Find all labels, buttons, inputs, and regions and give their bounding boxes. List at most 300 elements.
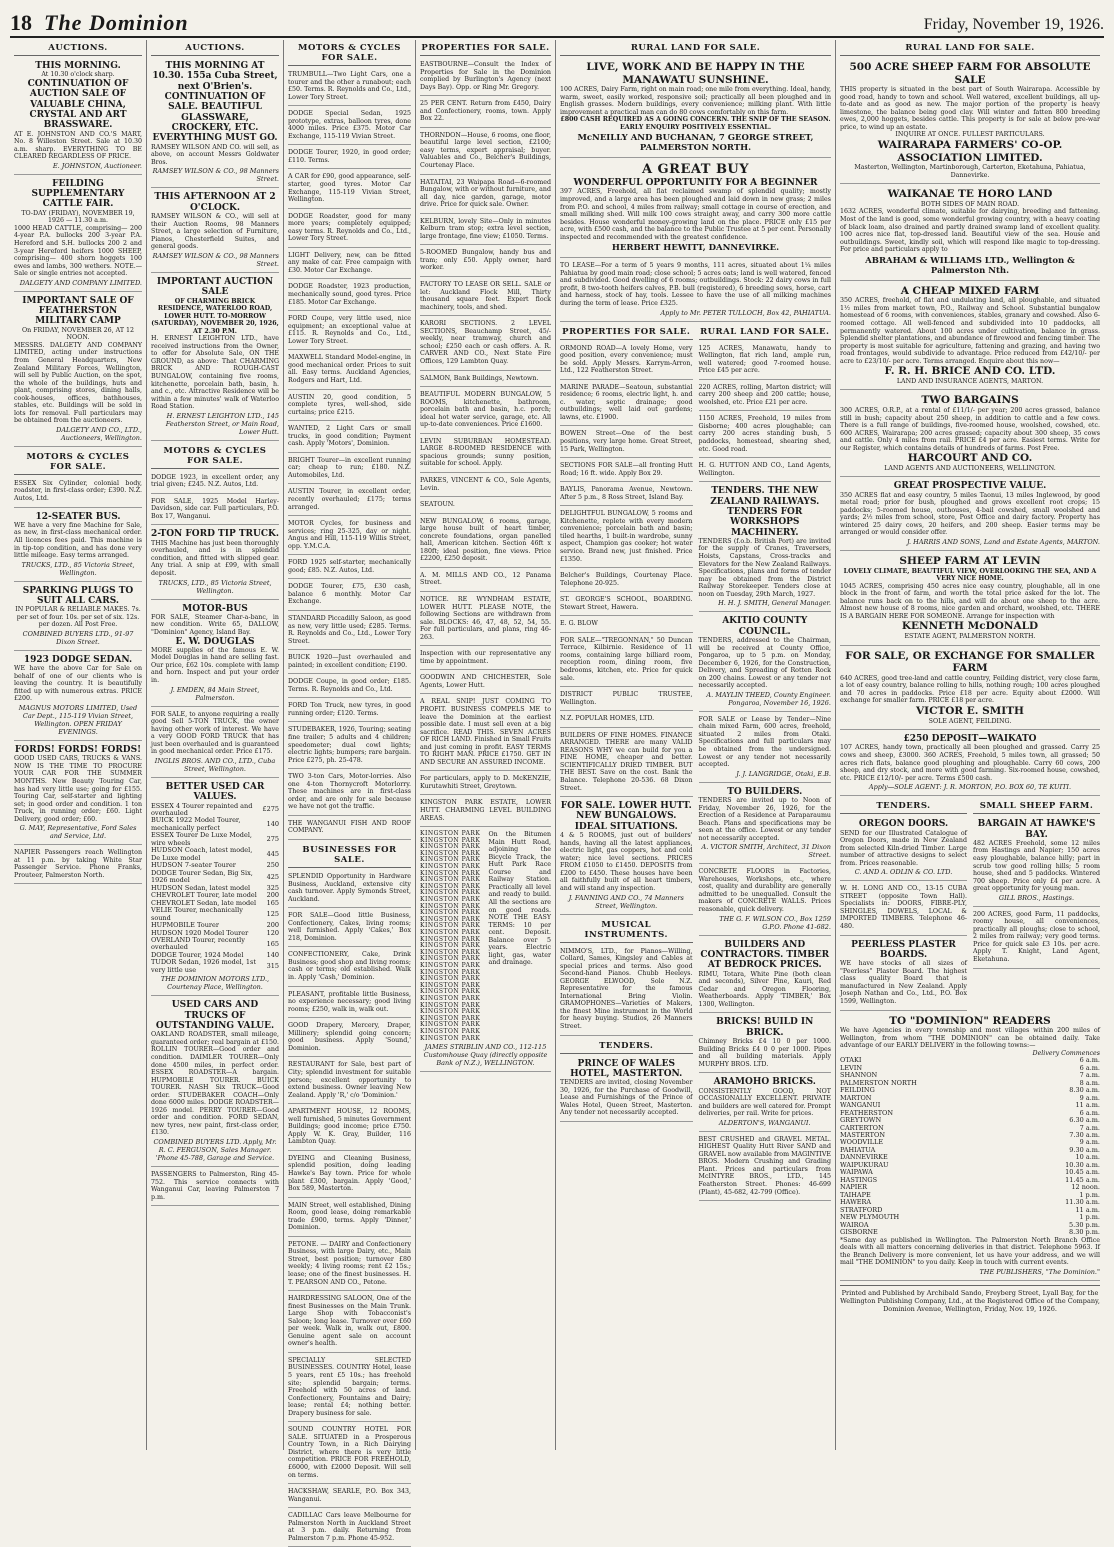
price-row-label: HUDSON 1920 Model Tourer <box>151 928 249 937</box>
delivery-row-label: LEVIN <box>840 1063 863 1072</box>
section-heading: PROPERTIES FOR SALE. <box>420 40 551 56</box>
price-row-label: CHEVROLET Tourer, late model <box>151 891 257 900</box>
ad-text: PETONE. — DAIRY and Confectionery Business, with large Dairy, etc., Main Street, best position; turnover £80 weekly; 4 living rooms; rent £2 15s.; lease; one of the finest businesses. H. T. PEARSON AND CO., Petone. <box>288 1240 411 1286</box>
advertisement <box>560 484 693 506</box>
advertisement <box>840 392 1100 477</box>
ad-text: KARORI SECTIONS. 2 LEVEL SECTIONS, Beauchamp Street, 45/- weekly, near tramway, church and school; £250 each or cash offers. A. R. CARVER AND CO., Next State Fire Offices, 129 Lambton Quay. <box>420 320 551 365</box>
kingston-park-line: KINGSTON PARK <box>420 909 481 917</box>
advertisement <box>560 160 831 258</box>
ad-subheading: WONDERFUL OPPORTUNITY FOR A BEGINNER <box>573 178 818 189</box>
ad-signature: VICTOR E. SMITH <box>916 704 1024 717</box>
kingston-park-line: KINGSTON PARK <box>420 935 481 943</box>
kingston-park-line: KINGSTON PARK <box>420 922 481 930</box>
advertisement <box>973 909 1100 969</box>
price-row-value: 445 <box>266 850 279 859</box>
ad-text: SEND for our Illustrated Catalogue of Oregon Doors, made in New Zealand from selected Kiln-dried Timber. Large number of attractive designs to select from. Prices reasonable. <box>840 829 967 867</box>
ad-text: LOVELY CLIMATE, BEAUTIFUL VIEW, OVERLOOKING THE SEA, AND A VERY NICE HOME. <box>843 567 1097 583</box>
advertisement <box>288 557 411 579</box>
ad-text: NAPIER Passengers reach Wellington at 11 p.m. by taking White Star Passenger Service. Phone Franks, Prouteer, Palmerston North. <box>14 849 142 879</box>
advertisement <box>420 247 551 277</box>
ad-text: RAMSEY WILSON & CO., will sell at their Auction Rooms, 98 Manners Street, a large selection of Furniture, Pianos, Chesterfield Suites, and general goods. <box>151 213 279 251</box>
ad-heading: TENDERS. THE NEW ZEALAND RAILWAYS. TENDERS FOR WORKSHOPS MACHINERY. <box>710 486 820 538</box>
delivery-row-label: FEATHERSTON <box>840 1108 894 1117</box>
ad-text: HAIRDRESSING SALOON, One of the finest Businesses on the Main Trunk. Large Shop with Tobacconist's Saloon; long lease. Turnover over £60 per week. Walk in, walk out, £800. Genuine agent sale on account owner's health. <box>288 1295 411 1348</box>
delivery-row-value: 11 a.m. <box>1075 1101 1100 1110</box>
ad-text: KINGSTON PARK ESTATE, LOWER HUTT. CHARMING LEVEL BUILDING AREAS. <box>420 799 551 822</box>
ad-text: FACTORY TO LEASE OR SELL. SALE or let: Auckland Flock Mill, Thirty thousand square feet. Expert flock machinery, tools, and shed. <box>420 281 551 311</box>
ad-text: CONFECTIONERY, Cake, Drink Business; good shop and living rooms; cash or terms; old established. Walk in. Apply 'Cash,' Dominion. <box>288 951 411 982</box>
ad-text: FOR SALE, to anyone requiring a really good Sell 5-TON TRUCK, the owner having other work of interest. We have a very GOOD FORD TRUCK that has just been overhauled and is guaranteed in good mechanical order. Price £175. <box>151 710 279 756</box>
delivery-row <box>840 1169 1100 1176</box>
ad-text: Belcher's Buildings, Courtenay Place. Telephone 20-925. <box>560 572 693 587</box>
advertisement <box>420 59 551 96</box>
ad-text: WE have the above Car for Sale on behalf of one of our clients who is leaving the country. It is beautifully fitted up with numerous extras. PRICE £200. <box>14 665 142 703</box>
ad-text: WE have stocks of all sizes of "Peerless" Plaster Board. The highest class quality Board that is manufactured in New Zealand. Apply Joseph Nathan and Co., Ltd., P.O. Box 1599, Wellington. <box>840 960 967 1005</box>
ad-text: LIGHT Delivery, new, can be fitted any make of car. Free campaign with £30. Motor Car Exchange. <box>288 251 411 274</box>
advertisement <box>840 732 1100 796</box>
advertisement <box>288 518 411 555</box>
ad-text: KELBURN, lovely Site—Only in minutes Kelburn tram stop; extra level section, large frontage, fine view; £1050. Terms. <box>420 217 551 240</box>
price-row <box>151 847 279 862</box>
ad-text: STANDARD Piccadilly Saloon, as good as new, very little used; £285. Terms. R. Reynolds and Co., Ltd., Lower Tory Street. <box>288 614 411 645</box>
advertisement <box>288 211 411 248</box>
advertisement <box>288 700 411 722</box>
advertisement <box>420 475 551 497</box>
advertisement <box>699 413 832 458</box>
ad-text: 220 ACRES, rolling, Marton district; will carry 200 sheep and 200 cattle; house, woolshed, etc. Price £21 per acre. <box>698 383 831 406</box>
advertisement <box>420 389 551 434</box>
ad-text: STUDEBAKER, 1926, Touring; seating fine trailer; 5 adults and 4 children; speedometer; dual cowl lights; electric lights; bumpers; rare bargain. Price £275, ph. 25-478. <box>288 726 411 764</box>
delivery-row-label: SHANNON <box>840 1071 878 1080</box>
ad-text: CONSISTENTLY GOOD, NOT OCCASIONALLY EXCELLENT. PRIVATE and builders are well catered for. Prompt deliveries, per rail. Write for prices. <box>698 1087 831 1118</box>
page-number: 18 <box>10 10 32 35</box>
delivery-row-value: 10 a.m. <box>1075 1153 1100 1162</box>
advertisement <box>288 676 411 698</box>
ad-text: FORD 1925 self-starter, mechanically good; £85. N.Z. Autos, Ltd. <box>288 559 411 574</box>
ad-text: GOOD Drapery, Mercery, Draper, Millinery; splendid going concern; good business. Apply 'Sound,' Dominion. <box>288 1022 411 1052</box>
advertisement <box>14 847 142 884</box>
ad-text: DELIGHTFUL BUNGALOW, 5 rooms and Kitchenette, replete with every modern convenience; porcelain bath and basin; tiled hearths, 1 built-in wardrobe, sunny aspect, Champion gas cooker; hot water service. Brand new, just finished. Price £1350. <box>560 510 693 563</box>
delivery-row-value: 10.45 a.m. <box>1065 1168 1100 1177</box>
ad-text: BEAUTIFUL MODERN BUNGALOW, 5 ROOMS, kitchenette, bathroom, porcelain bath and basin, h.c. porch; ideal hot water service, garage, etc. All up-to-date conveniences. Price £1600. <box>420 391 551 429</box>
ad-text: H. ERNEST LEIGHTON LTD., have received instructions from the Owner, to offer for Absolute Sale, ON THE GROUND, as above: That CHARMING BRICK AND ROUGH-CAST BUNGALOW, containing five rooms, kitchenette, porcelain bath, basin, h. and c., etc. Attractive Residence will be within a few minutes' walk of Waterloo Road Station. <box>151 335 279 411</box>
price-row-label: VELIE Tourer, mechanically sound <box>151 906 243 922</box>
ad-signature: E. JOHNSTON, Auctioneer. <box>52 161 142 170</box>
price-row-label: DODGE Tourer, 1924 Model <box>151 950 244 959</box>
delivery-row <box>840 1057 1100 1064</box>
ad-text: MOTOR Cycles, for business and services; ring 25-325, day or night. Angus and Hill, 115-119 Willis Street, opp. Y.M.C.A. <box>288 520 411 550</box>
price-row <box>151 907 279 922</box>
ad-text: TWO 3-ton Cars, Motor-lorries. Also one 4-ton Thornycroft Motorlorry. These machines are in first-class order, and are only for sale because we have not got the traffic. <box>288 773 411 811</box>
delivery-row-label: STRATFORD <box>840 1205 883 1214</box>
advertisement <box>151 780 279 996</box>
kingston-park-line: KINGSTON PARK <box>420 830 481 838</box>
ad-text: MAXWELL Standard Model-engine, in good mechanical order. Prices to suit all. Easy terms. Auckland Agencies, Rodgers and Hart, Ltd. <box>288 354 411 384</box>
delivery-row-value: 11.30 a.m. <box>1065 1198 1100 1207</box>
kingston-park-line: KINGSTON PARK <box>420 896 481 904</box>
section-heading: RURAL LAND FOR SALE. <box>560 40 831 56</box>
ad-text: DODGE Coupe, in good order; £185. Terms. R. Reynolds and Co., Ltd. <box>288 678 411 693</box>
ad-text: NEW BUNGALOW, 6 rooms, garage, large house built of heart timber, concrete foundations, organ panelled hall, American kitchen. Section 46ft x 180ft; ideal position, fine views. Price £2200, £250 deposit. <box>420 517 551 563</box>
ad-heading: GREAT PROSPECTIVE VALUE. <box>893 481 1047 492</box>
ad-signature: DALGETY AND COMPANY LIMITED. <box>19 278 142 287</box>
column-2 <box>147 40 284 1450</box>
ad-text: FORD Ton Truck, new tyres, in good running order; £120. Terms. <box>288 702 411 717</box>
price-row-label: HUPMOBILE Tourer <box>151 921 219 930</box>
advertisement <box>560 713 693 728</box>
ad-text: CONCRETE FLOORS in Factories, Warehouses, Workshops, etc., where cost, quality and durability are generally admitted to be unequalled. Consult the makers of CONCRETE WALLS. Prices reasonable, quick delivery. <box>698 868 831 913</box>
advertisement <box>288 147 411 169</box>
ad-text: GOODWIN AND CHICHESTER, Sole Agents, Lower Hutt. <box>420 674 551 689</box>
delivery-row-value: 8.30 p.m. <box>1069 1228 1100 1237</box>
advertisement <box>288 455 411 485</box>
ad-text: 125 ACRES, Manawatu, handy to Wellington, flat rich land, ample run, well watered; good 7-roomed house. Price £45 per acre. <box>698 344 831 375</box>
advertisement <box>288 871 411 908</box>
ad-text: BOWEN Street—One of the best positions, very large home. Great Street, 15 Park, Wellington. <box>560 430 693 453</box>
ad-heading: IMPORTANT AUCTION SALE <box>156 276 274 298</box>
price-row <box>151 870 279 885</box>
advertisement <box>288 1153 411 1198</box>
advertisement <box>288 724 411 769</box>
advertisement <box>560 730 693 797</box>
column-3 <box>284 40 416 1542</box>
ad-text: DODGE Roadster, 1923 production, mechanically sound, good tyres. Price £185. Motor Car Exchange. <box>288 283 411 306</box>
advertisement <box>840 817 967 881</box>
advertisement <box>151 275 279 441</box>
price-row-label: OVERLAND Tourer, recently overhauled <box>151 935 245 952</box>
advertisement <box>14 177 142 292</box>
delivery-row <box>840 1080 1100 1087</box>
advertisement <box>14 653 142 741</box>
ad-text: 1150 ACRES, Freehold, 19 miles from Gisborne; 400 acres ploughable; can carry 200 acres standing bush, 5 paddocks, homestead, shearing shed, etc. Good road. <box>698 415 831 453</box>
ad-signature: J. HARRIS AND SONS, Land and Estate Agents, MARTON. <box>906 538 1100 547</box>
advertisement <box>420 829 551 1072</box>
delivery-row-value: 8 a.m. <box>1079 1078 1100 1087</box>
ad-signature: J. FANNING AND CO., 74 Manners Street, Wellington. <box>568 893 684 910</box>
price-row-value: 275 <box>266 835 279 844</box>
advertisement <box>288 69 411 106</box>
ad-text: MAIN Street, well established, Dining Room, good lease, doing remarkable trade £900, terms. Apply 'Dinner,' Dominion. <box>288 1201 411 1232</box>
delivery-row <box>840 1229 1100 1236</box>
delivery-row-label: WAIPUKURAU <box>840 1160 889 1169</box>
advertisement <box>420 318 551 370</box>
ad-text: SALMON, Bank Buildings, Newtown. <box>420 374 539 382</box>
ad-heading: E. W. DOUGLAS <box>175 636 255 647</box>
ad-text: THIS Machine has just been thoroughly overhauled, and is in splendid condition, and fitted with slipped gear. Any trial. A snip at £99, with small deposit. <box>151 539 279 577</box>
advertisement <box>151 496 279 526</box>
ad-text: On the Bitumen Main Hutt Road, adjoining the Bicycle Track, the Hutt Park Race Course and Railway Station. Practically all level and ready to build. All the sections are on good roads. NOTE THE EASY TERMS: 10 per cent. Deposit. Balance over 5 years. Electric light, gas, water and drainage. <box>488 831 551 967</box>
ad-text: 107 ACRES, handy town, practically all been ploughed and grassed. Carry 25 cows and sheep, £3000. 360 ACRES, Freehold, 5 miles town, all grassed; 50 acres rich flats, balance good ploughing and ploughable. Carry 60 cows, 200 sheep, and dry stock, and more with good farming. Six-roomed house, cowshed, etc. PRICE £12/10/- per acre. Terms £500 cash. <box>840 744 1100 782</box>
section-heading: MUSICAL INSTRUMENTS. <box>560 917 693 943</box>
kingston-park-line: KINGSTON PARK <box>420 929 481 937</box>
ad-heading: 2-TON FORD TIP TRUCK. <box>151 529 280 540</box>
advertisement <box>14 743 142 845</box>
price-row-label: HUDSON 7-seater Tourer <box>151 861 236 870</box>
ad-text: NOTICE. RE WYNDHAM ESTATE, LOWER HUTT. PLEASE NOTE, the following Sections are withdrawn from sale. BLOCKS: 46, 47, 48, 52, 54, 55. For full particulars, and plans, ring 46-263. <box>420 595 551 641</box>
advertisement <box>288 771 411 816</box>
ad-text: £800 CASH REQUIRED AS A GOING CONCERN. THE SNIP OF THE SEASON. EARLY ENQUIRY POSITIVELY ESSENTIAL. <box>560 116 831 131</box>
advertisement <box>151 998 279 1167</box>
ad-heading: A CHEAP MIXED FARM <box>900 284 1040 297</box>
ad-signature: THE DOMINION MOTORS LTD., Courtenay Place, Wellington. <box>160 975 270 992</box>
ad-signature: THE PUBLISHERS, "The Dominion." <box>979 1267 1100 1276</box>
ad-text: N.Z. POPULAR HOMES, LTD. <box>560 715 655 723</box>
ad-text: TENDERS are invited up to Noon of Friday, November 26, 1926, for the Erection of a Residence at Paraparaumu Beach. Plans and specifications may be seen at the office. Lowest or any tender not necessarily accepted. <box>698 796 831 842</box>
section-heading: MOTORS & CYCLES FOR SALE. <box>288 40 411 66</box>
advertisement <box>288 108 411 145</box>
price-row-value: 120 <box>266 928 279 937</box>
advertisement <box>288 313 411 350</box>
ad-text: 640 ACRES, good tree-land and cattle country, Feilding district, very close farm, a lot of easy country, balance rolling to hills, nothing rough; 100 acres ploughed and 70 acres in paddocks. Price £18 per acre. Equity about £2000. Will exchange for smaller farm. PRICE £18 per acre. <box>840 674 1100 705</box>
price-row-label: BUICK 1922 Model Tourer, mechanically perfect <box>151 816 241 832</box>
delivery-row-label: TAIHAPE <box>840 1190 871 1199</box>
ad-heading: TO "DOMINION" READERS <box>889 1014 1051 1027</box>
section-heading: BUSINESSES FOR SALE. <box>288 842 411 868</box>
advertisement <box>560 382 693 427</box>
delivery-row-label: CARTERTON <box>840 1123 884 1132</box>
advertisement <box>560 570 693 592</box>
delivery-row-value: 6 a.m. <box>1079 1063 1100 1072</box>
advertisement <box>288 949 411 986</box>
kingston-park-line: KINGSTON PARK <box>420 948 481 956</box>
delivery-label: Delivery Commences <box>1032 1049 1100 1057</box>
advertisement <box>840 479 1100 551</box>
advertisement <box>840 648 1100 731</box>
ad-text: DODGE Tourer, 1920, in good order; £110. Terms. <box>288 149 411 164</box>
ad-text: DODGE Roadster, good for many more years; completely equipped; easy terms. R. Reynolds and Co., Ltd., Lower Tory Street. <box>288 212 411 243</box>
ad-signature: GILL BROS., Hastings. <box>998 893 1075 902</box>
issue-date: Friday, November 19, 1926. <box>923 16 1104 33</box>
advertisement <box>420 436 551 473</box>
advertisement <box>699 343 832 380</box>
delivery-row-label: OTAKI <box>840 1056 862 1065</box>
kingston-park-line: KINGSTON PARK <box>420 961 481 969</box>
ad-text: 482 ACRES Freehold, some 12 miles from Hastings and Napier; 150 acres easy ploughable, balance hilly; part in scrub tow good rolling hills; 5 room house, shed and 5 paddocks. Wintered 700 sheep. Price only £4 per acre. A great opportunity for young man. <box>973 839 1100 893</box>
advertisement <box>14 510 142 582</box>
ad-heading: CONTINUATION OF AUCTION SALE OF VALUABLE CHINA, CRYSTAL AND ART BRASSWARE. <box>27 78 129 131</box>
delivery-row-value: 9 a.m. <box>1079 1093 1100 1102</box>
ad-text: PARKES, VINCENT & CO., Sole Agents, Levin. <box>420 476 551 492</box>
section-heading: RURAL LAND FOR SALE. <box>840 40 1100 56</box>
section-heading: SMALL SHEEP FARM. <box>973 798 1100 814</box>
ad-text: INQUIRE AT ONCE. FULLEST PARTICULARS. <box>895 131 1045 139</box>
advertisement <box>420 98 551 128</box>
ad-text: HATAITAI, 23 Waipapa Road—6-roomed Bungalow, with or without furniture, and all day, nice garden, garage, motor drive. Price for quick sale. Owner. <box>420 178 551 209</box>
price-row-value: £275 <box>262 805 279 814</box>
advertisement <box>420 773 551 795</box>
delivery-row-value: 11 a.m. <box>1075 1205 1100 1214</box>
ad-text: RESTAURANT for Sale, best part of City; splendid investment for suitable person; excellent opportunity to extend business. Owner leaving New Zealand. Apply 'R,' c/o 'Dominion.' <box>288 1061 411 1099</box>
advertisement <box>973 817 1100 907</box>
section-heading: AUCTIONS. <box>14 40 142 56</box>
delivery-row-value: 7 a.m. <box>1079 1123 1100 1132</box>
price-row-label: HUDSON Sedan, latest model <box>151 883 251 892</box>
ad-text: 5-ROOMED Bungalow, handy bus and tram; only £50. Apply owner, hard worker. <box>420 249 551 272</box>
kingston-park-line: KINGSTON PARK <box>420 889 481 897</box>
ad-heading: FOR SALE. LOWER HUTT. NEW BUNGALOWS. IDEAL SITUATIONS. <box>560 801 692 832</box>
ad-signature: ABRAHAM & WILLIAMS LTD., Wellington & Palmerston Nth. <box>865 255 1075 276</box>
ad-heading: PRINCE OF WALES HOTEL, MASTERTON. <box>570 1058 683 1079</box>
advertisement <box>288 1293 411 1353</box>
price-row <box>151 803 279 818</box>
advertisement <box>288 1239 411 1291</box>
price-row-label: CHEVROLET Sedan, late model <box>151 898 257 907</box>
advertisement <box>151 472 279 494</box>
ad-text: 300 ACRES, O.R.P., at a rental of £11/1/- per year; 200 acres grassed, balance still in bush; capacity about 250 sheep, in addition to cattle and a few cows. There is a full range of buildings, five-roomed house, woolshed, cowshed, etc. 600 ACRES, Wairarapa; 200 acres grassed; capacity about 300 sheep, 35 cows and cattle. Only 4 miles from rail. PRICE £4 per acre. Easiest terms. Write for our Register, which contains details of hundreds of farms. Post Free. <box>840 406 1100 452</box>
ad-heading: BRICKS! BUILD IN BRICK. <box>716 1017 814 1038</box>
delivery-row-label: HASTINGS <box>840 1175 878 1184</box>
advertisement <box>840 883 967 935</box>
delivery-row-value: 6 a.m. <box>1079 1108 1100 1117</box>
advertisement <box>840 59 1100 184</box>
advertisement <box>420 594 551 646</box>
price-row-value: 140 <box>266 820 279 829</box>
ad-text: For particulars, apply to D. McKENZIE, Kurutawhiti Street, Greytown. <box>420 775 551 790</box>
ad-text: DODGE Special Sedan, 1925 prototype, extras, balloon tyres, done 4000 miles. Price £375. Motor Car Exchange, 115-119 Vivian Street. <box>288 110 411 140</box>
kingston-park-line: KINGSTON PARK <box>420 843 481 851</box>
ad-signature: H. ERNEST LEIGHTON LTD., 145 Featherston Street, or Main Road, Lower Hutt. <box>165 411 279 436</box>
price-row-value: 315 <box>266 962 279 971</box>
advertisement <box>560 508 693 568</box>
advertisement <box>840 938 967 1011</box>
delivery-row-value: 8.30 a.m. <box>1069 1086 1100 1095</box>
ad-signature: A. MAYLIN THEED, County Engineer. Pongaroa, November 16, 1926. <box>706 690 831 707</box>
ad-text: THORNDON—House, 6 rooms, one floor, beautiful large level section, £2100; easy terms, expert appraisal; buyer. Valuables and Co., Belcher's Buildings, Courtenay Place. <box>420 131 551 170</box>
ad-signature: ALDERTON'S, WANGANUI. <box>718 1118 811 1127</box>
price-row-value: 200 <box>266 891 279 900</box>
ad-signature: TRUCKS, LTD., 85 Victoria Street, Wellington. <box>158 578 272 595</box>
ad-text: 25 PER CENT. Return from £450, Dairy and Confectionery, rooms, town. Apply Box 22. <box>420 100 551 123</box>
ad-text: LAND AND INSURANCE AGENTS, MARTON. <box>896 377 1044 385</box>
ad-text: GOOD USED CARS, TRUCKS & VANS. NOW IS THE TIME TO PROCURE YOUR CAR FOR THE SUMMER MONTHS. New Beauty Touring Car, has had very little use; going for £155. Touring Car, self-starter and lighting set; in good order and condition. 1 ton Truck, in running order; £60. Light Delivery, good order; £60. <box>14 755 142 823</box>
advertisement <box>560 59 831 158</box>
ad-heading: THIS MORNING AT 10.30. 155a Cuba Street, next O'Brien's. CONTINUATION OF SALE. BEAUTIFUL GLASSWARE, CROCKERY, ETC. EVERYTHING MUST GO. <box>152 61 278 144</box>
kingston-park-line: KINGSTON PARK <box>420 856 481 864</box>
advertisement <box>840 283 1100 391</box>
ad-signature: TRUCKS, LTD., 85 Victoria Street, Wellington. <box>21 560 135 577</box>
advertisement <box>288 250 411 280</box>
ad-text: 200 ACRES, good Farm, 11 paddocks, roomy house, all conveniences, practically all ploughs; close to school, 2 miles from railway; very good terms. Price for quick sale £3 10s. per acre. Apply T. Knight, Land Agent, Eketahuna. <box>973 910 1100 963</box>
advertisement <box>560 799 693 914</box>
delivery-row-label: FEILDING <box>840 1086 875 1095</box>
delivery-row-label: WANGANUI <box>840 1101 881 1110</box>
ad-text: SECTIONS FOR SALE—all fronting Hutt Road; 16 ft. wide. Apply Box 29. <box>560 462 693 477</box>
ad-heading: FORDS! FORDS! FORDS! <box>14 745 142 756</box>
ad-heading: £250 DEPOSIT—WAIKATO <box>903 734 1037 745</box>
price-row-value: 165 <box>266 898 279 907</box>
price-row-label: ESSEX 4 Tourer repainted and overhauled <box>151 801 253 818</box>
ad-text: APARTMENT HOUSE, 12 ROOMS, well furnished, 5 minutes Government Buildings; good income; price £750. Apply W. K. Gray, Builder, 116 Lambton Quay. <box>288 1108 411 1146</box>
kingston-park-line: KINGSTON PARK <box>420 1021 481 1029</box>
ad-text: SPECIALLY SELECTED BUSINESSES. COUNTRY Hotel, lease 5 years, rent £5 10s.; has freehold site; splendid bargain; terms. Freehold with 50 acres of land. Confectionery, Fountains and Dairy; lease; rental £4; nothing better. Drapery business for sale. <box>288 1356 411 1417</box>
advertisement <box>420 672 551 694</box>
delivery-row-value: 9.30 a.m. <box>1069 1145 1100 1154</box>
advertisement <box>151 602 279 707</box>
price-row-value: 425 <box>266 872 279 881</box>
price-row <box>151 959 279 974</box>
advertisement <box>560 635 693 687</box>
ad-text: RAMSEY WILSON AND CO. will sell, as above, on account Messrs Goldwater Bros. <box>151 143 279 166</box>
ad-heading: FEILDING SUPPLEMENTARY CATTLE FAIR. <box>31 178 125 210</box>
ad-text: MARINE PARADE—Seatoun, substantial residence; 6 rooms, electric light, h. and c. water, septic drainage; good outbuildings; well laid out gardens; lawns, etc. £1900. <box>560 383 693 421</box>
advertisement <box>151 1169 279 1206</box>
ad-text: BAYLIS, Panorama Avenue, Newtown. After 5 p.m., 8 Ross Street, Island Bay. <box>560 486 693 501</box>
advertisement <box>560 260 831 321</box>
ad-text: H. G. HUTTON AND CO., Land Agents, Wellington. <box>698 462 831 477</box>
advertisement <box>14 59 142 175</box>
advertisement <box>420 130 551 175</box>
ad-text: TENDERS are invited, closing November 30, 1926, for the Purchase of Goodwill, Lease and Furnishings of the Prince of Wales Hotel, Queen Street, Masterton. Any tender not necessarily accepted. <box>560 1079 693 1117</box>
delivery-row-value: 10.30 a.m. <box>1065 1160 1100 1169</box>
ad-heading: SHEEP FARM AT LEVIN <box>899 555 1041 568</box>
advertisement <box>420 279 551 316</box>
advertisement <box>420 373 551 388</box>
advertisement <box>560 618 693 633</box>
delivery-row <box>840 1222 1100 1229</box>
price-list <box>151 803 279 975</box>
ad-text: FOR SALE—Good little Business, Confectionery, Cakes, living rooms; well furnished. Apply 'Cakes,' Box 218, Dominion. <box>288 912 411 942</box>
ad-signature: HARCOURT AND CO. <box>907 452 1033 465</box>
ad-text: At 10.30 o'clock sharp. <box>41 71 115 79</box>
ad-signature: H. H. J. SMITH, General Manager. <box>718 599 831 608</box>
ad-text: SOUND COUNTRY HOTEL FOR SALE. SITUATED in a Prosperous Country Town, in a Rich Dairying District, where there is very little competition. PRICE FOR FREEHOLD, £6000, with £2000 Deposit. Will sell on terms. <box>288 1426 411 1479</box>
price-row-value: 325 <box>266 883 279 892</box>
ad-heading: BARGAIN AT HAWKE'S BAY. <box>977 819 1096 840</box>
ad-text: OF CHARMING BRICK RESIDENCE, WATERLOO ROAD, LOWER HUTT. TO-MORROW (SATURDAY), NOVEMBER 20, 1926, AT 2.30 P.M. <box>151 297 279 335</box>
section-heading: AUCTIONS. <box>151 40 279 56</box>
ad-heading: WAIKANAE TE HORO LAND <box>887 188 1053 201</box>
ad-heading: BETTER USED CAR VALUES. <box>165 781 265 803</box>
advertisement <box>288 1424 411 1484</box>
ad-text: TO LEASE—For a term of 5 years 9 months, 111 acres, situated about 1¼ miles Pahiatua by good main road; close school; 5 acres oats; land is well watered, fenced and subdivided. Good dwelling of 6 rooms; outbuildings. Stock: 22 dairy cows in full profit, 8 two-tooth heifers calves, P.B. bull (registered), 6 breeding sows, horse, cart and harness, stock of hay, tools. Lessee to have the use of all milking machines during the term of lease. Price £325. <box>560 262 831 307</box>
kingston-park-line: KINGSTON PARK <box>420 981 481 989</box>
advertisement <box>699 866 832 935</box>
price-row-label: HUDSON Coach, latest model, De Luxe model <box>151 846 253 862</box>
ad-text: SPLENDID Opportunity in Hardware Business, Auckland, extensive city cash turnover. Apply Symonds Street, Auckland. <box>288 873 411 903</box>
ad-text: FOR SALE—"TREGONNAN," 50 Duncan Terrace, Kilbirnie. Residence of 11 rooms, containing large billiard room, reception room, dining room, five bedrooms, kitchen, etc. Price for quick sale. <box>560 636 693 682</box>
advertisement <box>288 1059 411 1104</box>
column-1 <box>10 40 147 1450</box>
advertisement <box>420 216 551 246</box>
section-heading: RURAL LAND FOR SALE. <box>699 324 832 340</box>
ad-signature: INGLIS BROS. AND CO., LTD., Cuba Street, Wellington. <box>154 756 276 773</box>
ad-text: RIMU, Totara, White Pine (both clean and seconds), Silver Pine, Kauri, Red Cedar and Oregon Flooring, Weatherboards. Apply 'TIMBER,' Box 1300, Wellington. <box>698 970 831 1008</box>
ad-text: 350 ACRES flat and easy country, 5 miles Taonui, 13 miles Inglewood, by good metal road; prior for bush, ploughed and grows excellent root crops; 15 paddocks; 5-roomed house, outhouses, 4-bail cowshed, small woolshed and yards; 2½ miles from school, store, Post Office and dairy factory. Property has wintered 25 dairy cows, 20 heifers, and 200 sheep. Easier terms may be arranged or would consider offer. <box>840 491 1100 537</box>
delivery-row-value: 1 p.m. <box>1079 1213 1100 1222</box>
ad-heading: PEERLESS PLASTER BOARDS. <box>851 939 956 960</box>
advertisement <box>699 1015 832 1073</box>
ad-text: Chimney Bricks £4 10 0 per 1000. Building Bricks £4 0 0 per 1000. Pipes and all building materials. Apply MURPHY BROS. LTD. <box>698 1037 831 1068</box>
newspaper-title: The Dominion <box>44 10 189 35</box>
price-row <box>151 817 279 832</box>
advertisement <box>288 1020 411 1057</box>
advertisement <box>699 484 832 612</box>
delivery-row-value: 7 a.m. <box>1079 1071 1100 1080</box>
ad-text: SOLE AGENT, FEILDING. <box>928 717 1012 725</box>
ad-signature: A. VICTOR SMITH, Architect, 31 Dixon Street. <box>701 843 831 860</box>
kingston-park-line: KINGSTON PARK <box>420 836 481 844</box>
advertisement <box>699 714 832 783</box>
ad-heading: IMPORTANT SALE OF FEATHERSTON MILITARY CAMP <box>22 295 134 327</box>
ad-heading: ARAMOHO BRICKS. <box>713 1077 816 1088</box>
ad-text: 100 ACRES, Dairy Farm, right on main road; one mile from everything. Ideal, handy, warm, sweet, easily worked, responsive soil; practically all been ploughed and in English grasses. Modern buildings, every convenience; milking plant. With little improvement a practical man can do 80 cows comfortably on this farm. <box>560 86 831 116</box>
section-heading: TENDERS. <box>840 798 967 814</box>
advertisement <box>288 1355 411 1422</box>
ad-text: LAND AGENTS AND AUCTIONEERS, WELLINGTON. <box>884 464 1056 472</box>
ad-text: *Same day as published in Wellington. The Palmerston North Branch Office deals with all matters concerning deliveries in that district. Telephone 5963. If the Branch Delivery is more convenient, let us have your address, and we will mail "THE DOMINION" to you daily. Keep in touch with current events. <box>840 1236 1100 1267</box>
kingston-park-line: KINGSTON PARK <box>420 975 481 983</box>
advertisement <box>288 581 411 611</box>
